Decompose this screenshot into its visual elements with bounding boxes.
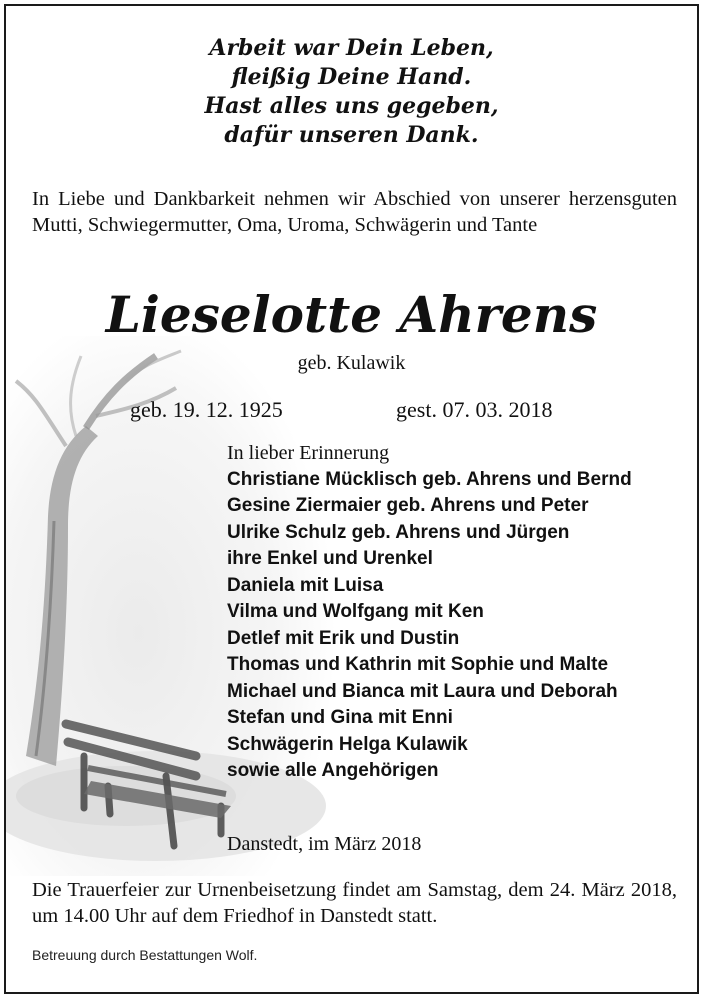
mourner: Ulrike Schulz geb. Ahrens und Jürgen bbox=[227, 521, 570, 543]
mourner: Vilma und Wolfgang mit Ken bbox=[227, 601, 484, 622]
place-and-date: Danstedt, im März 2018 bbox=[227, 833, 422, 855]
mourner: Christiane Mücklisch geb. Ahrens und Bernd bbox=[227, 468, 632, 490]
mourner: Schwägerin Helga Kulawik bbox=[227, 733, 468, 755]
death-date: gest. 07. 03. 2018 bbox=[396, 397, 553, 422]
mourner: ihre Enkel und Urenkel bbox=[227, 548, 433, 569]
memory-heading: In lieber Erinnerung bbox=[227, 442, 390, 464]
intro-text: In Liebe und Dankbarkeit nehmen wir Abschied von unserer herzensguten Mutti, Schwiegermutter, Oma, Uroma, Schwägerin und Tante bbox=[32, 188, 677, 236]
mourner: Detlef mit Erik und Dustin bbox=[227, 627, 460, 649]
funeral-service-info: Die Trauerfeier zur Urnenbeisetzung findet am Samstag, dem 24. März 2018, um 14.00 Uhr auf dem Friedhof in Danstedt statt. bbox=[32, 879, 677, 927]
mourner: Gesine Ziermaier geb. Ahrens und Peter bbox=[227, 495, 589, 516]
mourner: sowie alle Angehörigen bbox=[227, 760, 439, 781]
obituary-notice bbox=[4, 4, 699, 994]
mourner: Daniela mit Luisa bbox=[227, 574, 384, 596]
mourner: Michael und Bianca mit Laura und Deborah bbox=[227, 680, 618, 702]
poem-line: dafür unseren Dank. bbox=[224, 122, 479, 148]
birth-date: geb. 19. 12. 1925 bbox=[130, 397, 283, 422]
mourner: Stefan und Gina mit Enni bbox=[227, 707, 453, 728]
deceased-name: Lieselotte Ahrens bbox=[105, 285, 598, 344]
poem-line: Hast alles uns gegeben, bbox=[204, 93, 499, 119]
maiden-name: geb. Kulawik bbox=[297, 352, 406, 374]
undertaker-note: Betreuung durch Bestattungen Wolf. bbox=[32, 947, 258, 963]
poem bbox=[6, 34, 697, 150]
mourners-list bbox=[227, 440, 687, 785]
mourner: Thomas und Kathrin mit Sophie und Malte bbox=[227, 654, 609, 675]
poem-line: fleißig Deine Hand. bbox=[231, 64, 472, 90]
poem-line: Arbeit war Dein Leben, bbox=[209, 35, 494, 61]
